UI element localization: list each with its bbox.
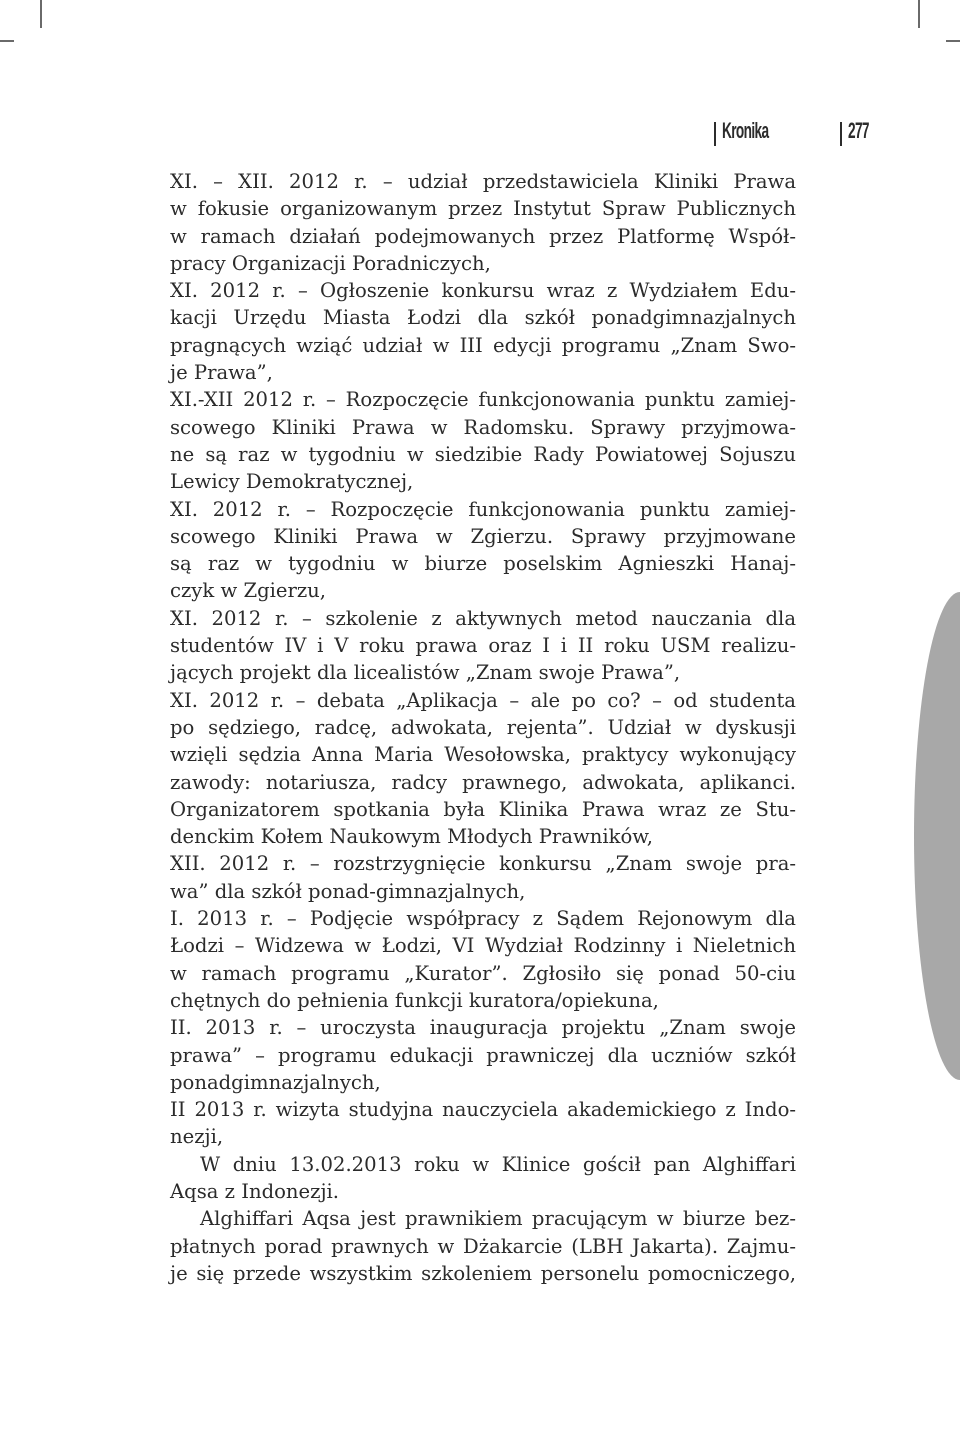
text-line: II 2013 r. wizyta studyjna nauczyciela akademickiego z Indo- <box>170 1098 796 1122</box>
text-line: I. 2013 r. – Podjęcie współpracy z Sądem Rejonowym dla <box>170 907 796 931</box>
text-line: XI.-XII 2012 r. – Rozpoczęcie funkcjonowania punktu zamiej- <box>170 388 796 412</box>
text-line: XII. 2012 r. – rozstrzygnięcie konkursu „Znam swoje pra- <box>170 852 796 876</box>
crop-mark-top-right-horizontal <box>946 40 960 42</box>
text-line: kacji Urzędu Miasta Łodzi dla szkół ponadgimnazjalnych <box>170 306 796 330</box>
crop-mark-top-right-vertical <box>918 0 920 28</box>
text-line: XI. 2012 r. – Rozpoczęcie funkcjonowania punktu zamiej- <box>170 497 796 521</box>
text-line: płatnych porad prawnych w Dżakarcie (LBH Jakarta). Zajmu- <box>170 1234 796 1258</box>
text-line: w ramach programu „Kurator”. Zgłosiło się ponad 50-ciu <box>170 961 796 985</box>
text-line: je się przede wszystkim szkoleniem personelu pomocniczego, <box>170 1261 796 1285</box>
text-line: są raz w tygodniu w biurze poselskim Agnieszki Hanaj- <box>170 552 796 576</box>
text-line: Lewicy Demokratycznej, <box>170 470 414 494</box>
text-line: ne są raz w tygodniu w siedzibie Rady Powiatowej Sojuszu <box>170 442 796 466</box>
text-line: jących projekt dla licealistów „Znam swoje Prawa”, <box>170 661 681 685</box>
text-line: nezji, <box>170 1125 224 1149</box>
text-line: XI. 2012 r. – Ogłoszenie konkursu wraz z Wydziałem Edu- <box>170 279 796 303</box>
text-line: XI. – XII. 2012 r. – udział przedstawiciela Kliniki Prawa <box>170 170 796 193</box>
text-line: czyk w Zgierzu, <box>170 579 327 603</box>
text-line: Organizatorem spotkania była Klinika Prawa wraz ze Stu- <box>170 797 796 821</box>
text-line: w fokusie organizowanym przez Instytut Spraw Publicznych <box>170 197 796 221</box>
text-line: Aqsa z Indonezji. <box>170 1179 340 1203</box>
body-text <box>170 168 796 1287</box>
header-separator-right <box>840 122 842 146</box>
text-line: w ramach działań podejmowanych przez Platformę Współ- <box>170 224 796 248</box>
thumb-index-tab <box>914 592 960 1080</box>
text-line: scowego Kliniki Prawa w Zgierzu. Sprawy przyjmowane <box>170 524 796 548</box>
text-line: wa” dla szkół ponad-gimnazjalnych, <box>170 879 526 903</box>
text-line: ponadgimnazjalnych, <box>170 1070 381 1094</box>
text-line: zawody: notariusza, radcy prawnego, adwokata, aplikanci. <box>170 770 796 794</box>
page-number: 277 <box>848 118 869 143</box>
text-line: W dniu 13.02.2013 roku w Klinice gościł pan Alghiffari <box>200 1152 796 1176</box>
crop-mark-top-left-horizontal <box>0 40 14 42</box>
text-line: studentów IV i V roku prawa oraz I i II roku USM realizu- <box>170 634 796 658</box>
text-line: scowego Kliniki Prawa w Radomsku. Sprawy przyjmowa- <box>170 415 796 439</box>
crop-mark-top-left-vertical <box>40 0 42 28</box>
section-title: Kronika <box>722 118 769 143</box>
text-line: chętnych do pełnienia funkcji kuratora/opiekuna, <box>170 988 659 1012</box>
text-line: II. 2013 r. – uroczysta inauguracja projektu „Znam swoje <box>170 1016 796 1040</box>
header-separator-left <box>714 122 716 146</box>
text-line: XI. 2012 r. – debata „Aplikacja – ale po co? – od studenta <box>170 688 796 712</box>
text-line: po sędziego, radcę, adwokata, rejenta”. Udział w dyskusji <box>170 715 796 739</box>
text-line: Alghiffari Aqsa jest prawnikiem pracującym w biurze bez- <box>200 1207 796 1231</box>
text-line: pragnących wziąć udział w III edycji programu „Znam Swo- <box>170 333 796 357</box>
text-line: pracy Organizacji Poradniczych, <box>170 251 491 275</box>
text-line: XI. 2012 r. – szkolenie z aktywnych metod nauczania dla <box>170 606 796 630</box>
text-line: je Prawa”, <box>170 361 273 385</box>
text-line: wzięli sędzia Anna Maria Wesołowska, praktycy wykonujący <box>170 743 796 767</box>
text-line: Łodzi – Widzewa w Łodzi, VI Wydział Rodzinny i Nieletnich <box>170 934 796 958</box>
text-line: prawa” – programu edukacji prawniczej dla uczniów szkół <box>170 1043 796 1067</box>
text-line: denckim Kołem Naukowym Młodych Prawników, <box>170 825 653 849</box>
